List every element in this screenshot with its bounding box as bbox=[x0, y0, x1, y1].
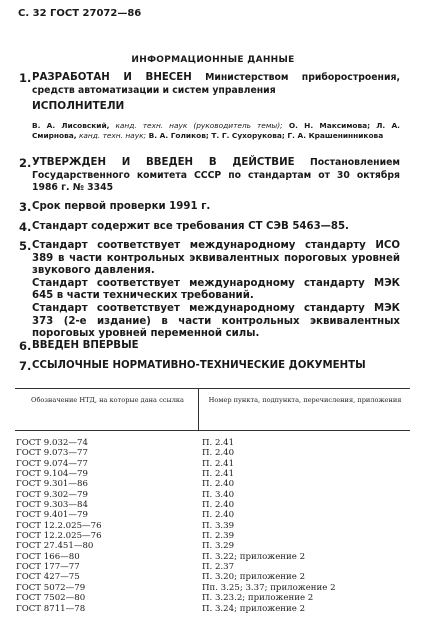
executor-name: В. А. Лисовский, bbox=[32, 121, 110, 130]
section-text: Министерством приборостроения, средств автоматизации и систем управления bbox=[32, 72, 400, 96]
table-cell-clause: П. 2.40 bbox=[202, 448, 235, 459]
section-text: Стандарт содержит все требования СТ СЭВ 5463—85. bbox=[32, 221, 349, 232]
table-cell-document: ГОСТ 427—75 bbox=[16, 572, 80, 583]
table-cell-document: ГОСТ 7502—80 bbox=[16, 593, 86, 604]
section-text: Стандарт соответствует международному стандарту МЭК 373 (2-е издание) в части контрольных эквивалентных пороговых уровней переменной силы. bbox=[32, 302, 400, 340]
executors-list bbox=[32, 121, 400, 142]
table-cell-clause: П. 2.40 bbox=[202, 510, 235, 521]
section-1 bbox=[19, 71, 400, 97]
section-2 bbox=[19, 156, 400, 195]
table-cell-clause: П. 3.40 bbox=[202, 489, 235, 500]
table-cell-document: ГОСТ 9.074—77 bbox=[16, 458, 88, 469]
section-number: 2. bbox=[19, 156, 32, 170]
section-number: 5. bbox=[19, 239, 32, 253]
page-title: ИНФОРМАЦИОННЫЕ ДАННЫЕ bbox=[131, 55, 295, 65]
table-cell-document: ГОСТ 9.303—84 bbox=[16, 500, 88, 511]
table-cell-clause: П. 2.39 bbox=[202, 531, 235, 542]
table-cell-clause: П. 2.37 bbox=[202, 562, 235, 573]
section-number: 1. bbox=[19, 71, 32, 85]
table-cell-clause: П. 2.41 bbox=[202, 438, 235, 448]
table-cell-document: ГОСТ 9.073—77 bbox=[16, 448, 88, 459]
table-cell-clause: П. 2.40 bbox=[202, 500, 235, 511]
executor-degree: канд. техн. наук; bbox=[76, 131, 147, 141]
section-text: Стандарт соответствует международному стандарту ИСО 389 в части контрольных эквивалентных пороговых уровней звукового давления. bbox=[32, 240, 400, 277]
table-row bbox=[15, 438, 410, 448]
section-text: Постановлением Государственного комитета СССР по стандартам от 30 октября 1986 г. № 3345 bbox=[32, 157, 400, 194]
table-row bbox=[15, 593, 410, 603]
table-top-rule bbox=[15, 388, 410, 389]
table-row bbox=[15, 510, 410, 520]
table-cell-clause: П. 3.39 bbox=[202, 520, 235, 531]
table-cell-clause: П. 2.40 bbox=[202, 479, 235, 490]
table-cell-clause: П. 3.23.2; приложение 2 bbox=[202, 593, 314, 604]
table-row bbox=[15, 521, 410, 531]
table-cell-document: ГОСТ 166—80 bbox=[16, 551, 80, 562]
table-row bbox=[15, 583, 410, 593]
section-text: ВВЕДЕН ВПЕРВЫЕ bbox=[32, 340, 139, 351]
table-cell-clause: П. 3.24; приложение 2 bbox=[202, 603, 306, 614]
table-cell-document: ГОСТ 9.401—79 bbox=[16, 510, 88, 521]
table-row bbox=[15, 500, 410, 510]
section-5 bbox=[19, 239, 400, 341]
section-number: 6. bbox=[19, 339, 32, 353]
table-row bbox=[15, 562, 410, 572]
table-cell-document: ГОСТ 177—77 bbox=[16, 562, 80, 573]
table-cell-document: ГОСТ 9.104—79 bbox=[16, 469, 88, 480]
executor-name: В. А. Голиков; Т. Г. Сухорукова; Г. А. Крашенинникова bbox=[146, 131, 384, 141]
executor-name: О. Н. Максимова; Л. А. Смирнова, bbox=[32, 121, 400, 141]
section-text: Срок первой проверки 1991 г. bbox=[32, 201, 211, 212]
section-number: 7. bbox=[19, 359, 32, 373]
executor-degree: канд. техн. наук (руководитель темы); bbox=[109, 121, 283, 130]
section-lead: РАЗРАБОТАН И ВНЕСЕН bbox=[32, 72, 192, 83]
table-row bbox=[15, 490, 410, 500]
table-cell-document: ГОСТ 9.032—74 bbox=[16, 438, 88, 448]
table-cell-clause: Пп. 3.25; 3.37; приложение 2 bbox=[202, 582, 336, 593]
table-cell-document: ГОСТ 8711—78 bbox=[16, 603, 86, 614]
table-cell-document: ГОСТ 27.451—80 bbox=[16, 541, 94, 552]
table-cell-document: ГОСТ 9.301—86 bbox=[16, 479, 88, 490]
section-7 bbox=[19, 359, 400, 373]
table-row bbox=[15, 541, 410, 551]
executors-heading: ИСПОЛНИТЕЛИ bbox=[32, 100, 125, 112]
section-3 bbox=[19, 200, 400, 214]
table-row bbox=[15, 552, 410, 562]
section-lead: УТВЕРЖДЕН И ВВЕДЕН В ДЕЙСТВИЕ bbox=[32, 157, 295, 168]
table-header-rule bbox=[15, 430, 410, 431]
table-row bbox=[15, 479, 410, 489]
table-row bbox=[15, 531, 410, 541]
table-body bbox=[15, 438, 410, 614]
section-6 bbox=[19, 339, 400, 353]
table-cell-clause: П. 2.41 bbox=[202, 458, 235, 469]
table-cell-document: ГОСТ 12.2.025—76 bbox=[16, 520, 102, 531]
section-4 bbox=[19, 220, 400, 234]
table-cell-clause: П. 3.22; приложение 2 bbox=[202, 551, 306, 562]
section-number: 4. bbox=[19, 220, 32, 234]
table-row bbox=[15, 459, 410, 469]
table-row bbox=[15, 572, 410, 582]
page-header: С. 32 ГОСТ 27072—86 bbox=[18, 8, 142, 19]
table-header-document: Обозначение НТД, на которые дана ссылка bbox=[31, 396, 184, 404]
table-row bbox=[15, 604, 410, 614]
table-cell-document: ГОСТ 12.2.025—76 bbox=[16, 531, 102, 542]
table-cell-clause: П. 3.20; приложение 2 bbox=[202, 572, 306, 583]
section-number: 3. bbox=[19, 200, 32, 214]
table-cell-document: ГОСТ 5072—79 bbox=[16, 582, 86, 593]
table-row bbox=[15, 469, 410, 479]
section-text: Стандарт соответствует международному стандарту МЭК 645 в части технических требований. bbox=[32, 277, 400, 302]
table-column-divider bbox=[198, 388, 199, 430]
table-cell-document: ГОСТ 9.302—79 bbox=[16, 489, 88, 500]
table-row bbox=[15, 448, 410, 458]
section-text: ССЫЛОЧНЫЕ НОРМАТИВНО-ТЕХНИЧЕСКИЕ ДОКУМЕНТЫ bbox=[32, 360, 366, 371]
table-header-clause: Номер пункта, подпункта, перечисления, приложения bbox=[208, 396, 402, 404]
table-cell-clause: П. 3.29 bbox=[202, 541, 235, 552]
table-cell-clause: П. 2.41 bbox=[202, 469, 235, 480]
